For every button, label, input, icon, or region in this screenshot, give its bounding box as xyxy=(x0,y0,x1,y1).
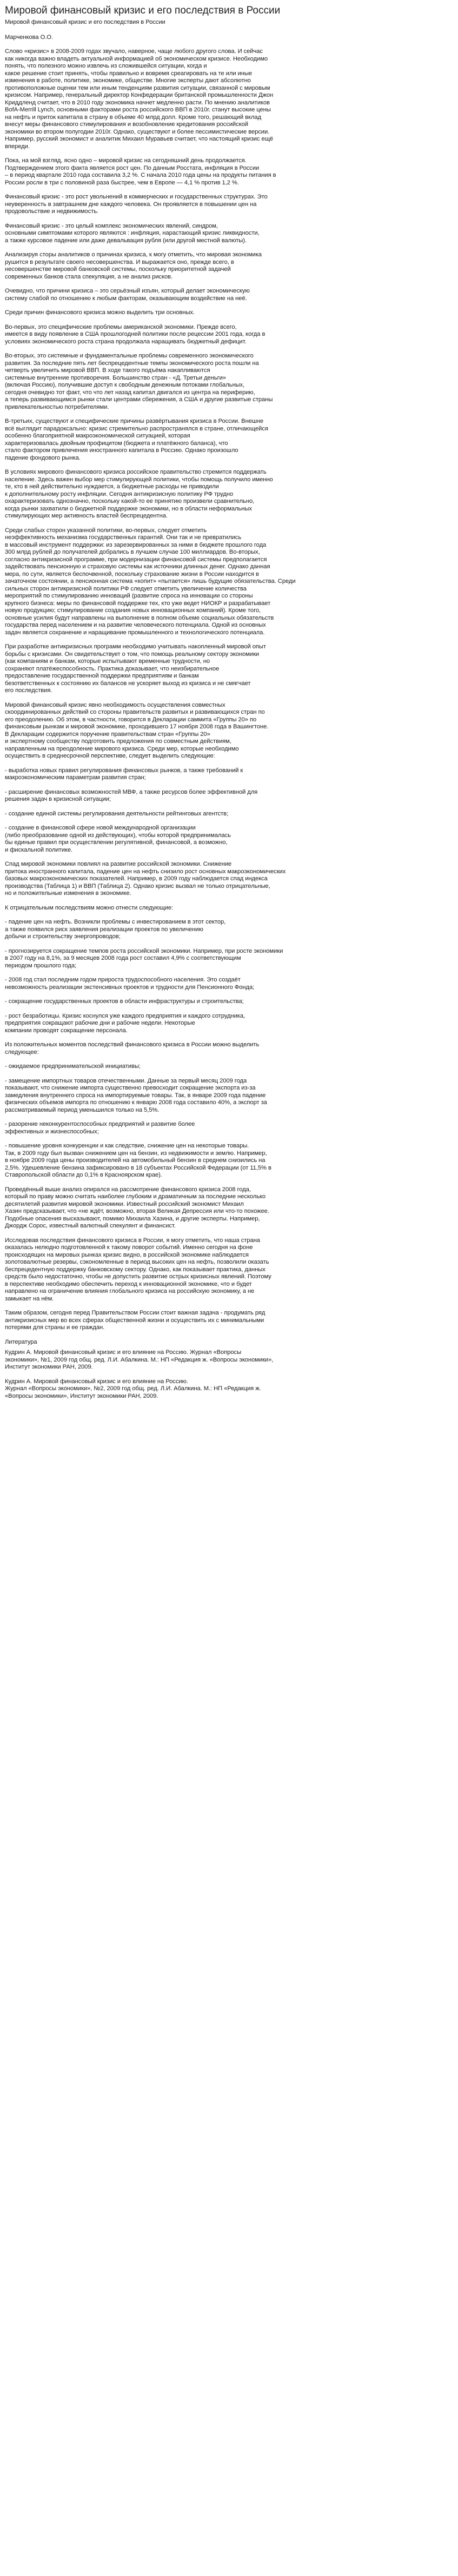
text-line: добычи и строительству энергопроводов; xyxy=(5,933,121,940)
paragraph xyxy=(5,288,452,302)
text-line: потерями для страны и ее граждан. xyxy=(5,1324,105,1331)
text-line: - выработка новых правил регулирования финансовых рынков, а также требований к xyxy=(5,767,243,774)
text-line: Спад мировой экономики повлиял на развитие российской экономики. Снижение xyxy=(5,861,232,867)
text-line: рассматриваемый период уменьшился только на 5,5%. xyxy=(5,1106,160,1113)
paragraph xyxy=(5,905,452,912)
text-line: направленным на преодоление мирового кризиса. Среди мер, которые необходимо xyxy=(5,745,239,752)
text-line: Во-вторых, это системные и фундаментальные проблемы современного экономического xyxy=(5,353,254,359)
text-line: сегодня очевидно тот факт, что что лет назад капитал двигался из центра на периферию, xyxy=(5,389,255,396)
text-line: Таким образом, сегодня перед Правительством России стоит важная задача - продумать ряд xyxy=(5,1310,265,1316)
text-line: условиях экономического роста страна продолжала наращивать бюджетный дефицит. xyxy=(5,338,247,345)
paragraph xyxy=(5,1121,452,1136)
text-line: Кудрин А. Мировой финансовый кризис и его влияние на Россию. Журнал «Вопросы xyxy=(5,1349,242,1356)
text-line: мера, по сути, является беспочвенной, поскольку страхование жизни в России находится в xyxy=(5,570,259,577)
paragraph xyxy=(5,861,452,898)
text-line: характеризовалась двойным профицитом (бюджета и платёжного баланса), что xyxy=(5,440,228,447)
paragraph xyxy=(5,1237,452,1303)
paragraph xyxy=(5,309,452,317)
text-line: внесут меры финансового стимулирования и возобновление кредитования российской xyxy=(5,121,248,128)
text-line: безответственных к состоянию их балансов не ускоряет выход из кризиса и не смягчает xyxy=(5,680,251,687)
text-line: компании проводят сокращение персонала. xyxy=(5,1027,128,1034)
text-line: какое решение стоит принять, чтобы правильно и вовремя среагировать на те или иные xyxy=(5,70,253,77)
text-line: Джордж Сорос, известный валютный спекулянт и финансист. xyxy=(5,1223,176,1229)
text-line: Мировой финансовый кризис явно необходимость осуществления совместных xyxy=(5,701,225,708)
paragraph xyxy=(5,353,452,411)
text-line: четверть увеличить мировой ВВП. В ходе такого подъёма накапливаются xyxy=(5,367,210,374)
text-line: когда рынки захватили о бюджетной поддержке экономики, но в области неформальных xyxy=(5,505,252,512)
text-line: - 2008 год стал последним годом прироста трудоспособного населения. Это создаёт xyxy=(5,977,241,983)
text-line: При разработке антикризисных программ необходимо учитывать накопленный мировой опыт xyxy=(5,643,266,650)
text-line: в перспективе необходимо обеспечить переход к инновационной экономике, что и будет xyxy=(5,1280,252,1287)
text-line: золотовалютные резервы, сэкономленные в период высоких цен на нефть, позволили оказать xyxy=(5,1259,269,1265)
text-line: систему слабой по отношению к любым факторам, оказывающим воздействие на неё. xyxy=(5,295,247,302)
text-line: Среди слабых сторон указанной политики, во-первых, следует отметить xyxy=(5,527,207,534)
text-line: макроэкономическим параметрам развития стран; xyxy=(5,774,146,781)
page-title: Мировой финансовый кризис и его последствия в России xyxy=(5,5,281,16)
text-line: Во-первых, это специфические проблемы американской экономики. Прежде всего, xyxy=(5,323,237,330)
text-line: Анализируя сторы аналитиков о причинах кризиса, к могу отметить, что мировая экономика xyxy=(5,251,262,258)
paragraph xyxy=(5,767,452,782)
text-line: притока иностранного капитала, падение цен на нефть снизило рост основных макроэкономических xyxy=(5,868,286,875)
text-line: (как компаниям и банкам, которые испытывают временные трудности, но xyxy=(5,658,210,665)
text-line: В-третьих, существуют и специфические причины развёртывания кризиса в России. Внешне xyxy=(5,418,264,424)
text-line: - прогнозируется сокращение темпов роста российской экономики. Например, при росте экономики xyxy=(5,947,283,954)
text-line: изменения в работе, политике, экономике, обществе. Многие эксперты дают абсолютно xyxy=(5,77,251,84)
text-line: Подобные опасения высказывают, помимо Михаила Хазина, и другие эксперты. Например, xyxy=(5,1215,260,1222)
text-line: а теперь развивающимся рынки стали центрами сбережения, а США и другие развитые страны xyxy=(5,396,273,403)
paragraph xyxy=(5,1310,452,1332)
paragraph xyxy=(5,1078,452,1114)
text-line: бы единые правил при осуществлении регулятивной, финансовой, а возможно, xyxy=(5,839,228,846)
text-line: - рост безработицы. Кризис коснулся уже каждого предприятия и каждого сотрудника, xyxy=(5,1012,245,1019)
text-line: замедления внутреннего спроса на импортируемые товары. Так, в январе 2009 года падение xyxy=(5,1092,266,1099)
text-line: экономики во втором полугодии 2010г. Однако, существуют и более пессимистические версии. xyxy=(5,128,270,135)
text-line: развития. За последние пять лет беспрецедентные темпы экономического роста пошли на xyxy=(5,360,259,367)
text-line: в массовый инструмент поддержки: из зарезервированных за ними в бюджете прошлого года xyxy=(5,541,267,548)
text-line: В условиях мирового финансового кризиса российское правительство стремится поддержать xyxy=(5,469,267,475)
text-line: падение фондового рынка. xyxy=(5,454,81,461)
paragraph xyxy=(5,998,452,1006)
text-line: (включая Россию), получившие доступ к свободным денежным потоками глобальных, xyxy=(5,382,245,388)
text-line: Журнал «Вопросы экономики», №2, 2009 год общ. ред. Л.И. Абалкина. М.: НП «Редакция ж. xyxy=(5,1385,261,1392)
text-line: следующее: xyxy=(5,1048,39,1055)
text-line: оказалась нелюдно подготовленной к такому поворот событий. Именно сегодня на фоне xyxy=(5,1244,253,1251)
text-line: зачаточном состоянии, а пенсионная система «копит» «пытается» лишь будущие обязательства. Среди xyxy=(5,578,296,585)
text-line: Подтверждением этого факта является рост цен. По данным Росстата, инфляция в России xyxy=(5,164,260,171)
paragraph xyxy=(5,948,452,970)
text-line: предоставление государственной поддержки предприятиям и банкам xyxy=(5,673,199,679)
text-line: неэффективность механизма государственных гарантий. Они так и не превратились xyxy=(5,534,242,541)
text-line: впереди. xyxy=(5,143,30,150)
text-line: базовых макроэкономических показателей. Например, в 2009 году наблюдается спад индекса xyxy=(5,875,268,882)
text-line: Финансовый кризис - это целый комплекс экономических явлений, синдром, xyxy=(5,222,218,229)
paragraph xyxy=(5,919,452,941)
text-line: системные внутренние противоречия. Большинство стран - «Д. Третьи деньги» xyxy=(5,374,226,381)
paragraph xyxy=(5,251,452,281)
paragraph xyxy=(5,324,452,346)
text-line: и экспертному сообществу подготовить предложения по совместным действиям, xyxy=(5,738,231,745)
text-line: происходящих на мировых рынках кризис видно, в российской экономике наблюдается xyxy=(5,1251,249,1258)
text-line: Слово «кризис» в 2008-2009 годах звучало, наверное, чаще любого другого слова. И сейчас xyxy=(5,48,263,55)
text-line: Среди причин финансового кризиса можно выделить три основных. xyxy=(5,309,195,316)
text-line: Исследовав последствия финансового кризиса в России, я могу отметить, что наша страна xyxy=(5,1237,260,1244)
text-line: BofA-Merrill Lynch, основными факторами роста российского ВВП в 2010г. станут высокие цены xyxy=(5,107,271,113)
text-line: а также появился риск заявления реализации проектов по увеличению xyxy=(5,926,203,933)
text-line: в 2007 году на 8,1%, за 9 месяцев 2008 года рост составил 4,9% с соответствующим xyxy=(5,955,241,961)
text-line: Так, в 2009 году был вызван снижением цен на бензин, из недвижимости и землю. Например, xyxy=(5,1150,267,1157)
text-line: средств было недостаточно, чтобы не допустить развитие острых кризисных явлений. Поэтому xyxy=(5,1273,271,1280)
text-line: Пока, на мой взгляд, ясно одно – мировой кризис на сегодняшний день продолжается. xyxy=(5,157,247,164)
paragraph xyxy=(5,789,452,804)
text-line: стимулирующих мер активность властей беспрецедентна. xyxy=(5,513,168,519)
text-line: скоординированных действий со стороны правительств развитых и развивающихся стран по xyxy=(5,709,265,715)
text-line: несовершенстве мировой банковской системы, поскольку приоритетной задачей xyxy=(5,266,231,273)
article-body xyxy=(5,48,452,1332)
text-line: антикризисных мер во всех сферах общественной жизни и осуществить их с минимальными xyxy=(5,1317,264,1324)
text-line: - создание единой системы регулирования деятельности рейтинговых агентств; xyxy=(5,810,229,817)
reference-item xyxy=(5,1349,452,1371)
paragraph xyxy=(5,1013,452,1035)
reference-item xyxy=(5,1378,452,1400)
text-line: беспрецедентную поддержку банковскому сектору. Однако, как показывает практика, данных xyxy=(5,1266,265,1273)
paragraph xyxy=(5,1186,452,1230)
paragraph xyxy=(5,157,452,187)
text-line: рушится в результате своего несовершенства. И выражается оно, прежде всего, в xyxy=(5,258,234,265)
text-line: - повышение уровня конкуренции и как следствие, снижение цен на некоторые товары. xyxy=(5,1143,249,1149)
text-line: экономики», №1, 2009 год общ. ред. Л.И. Абалкина. М.: НП «Редакция ж. «Вопросы экономики», xyxy=(5,1356,274,1363)
text-line: - замещение импортных товаров отечественными. Данные за первый месяц 2009 года xyxy=(5,1077,247,1084)
text-line: имеется в виду появление в США прошлогодней политики после рецессии 2001 года, когда в xyxy=(5,331,265,337)
text-line: кризисом. Например, генеральный директор Конфедерации британской промышленности Джон xyxy=(5,92,274,98)
text-line: К отрицательным последствиям можно отнести следующие: xyxy=(5,904,174,911)
text-line: физических объемов импорта по отношению к январю 2008 года составило 40%, а экспорт за xyxy=(5,1099,267,1106)
text-line: предприятия сокращают рабочие дни и рабочие недели. Некоторые xyxy=(5,1020,195,1026)
text-line: к дополнительному росту инфляции. Сегодня антикризисную политику РФ трудно xyxy=(5,490,234,497)
text-line: сохраняют платёжеспособность. Практика доказывает, что неизбирательное xyxy=(5,665,220,672)
text-line: производства (Таблица 1) и ВВП (Таблица 2). Однако кризис вызвал не только отрицательные, xyxy=(5,882,270,889)
text-line: замыкает на нём. xyxy=(5,1295,54,1302)
text-line: те, кто в ней действительно нуждается, а бюджетные расходы не приводили xyxy=(5,483,219,490)
text-line: решения задач в кризисной ситуации; xyxy=(5,796,111,802)
references-heading: Литература xyxy=(5,1338,37,1345)
text-line: который по праву можно считать наиболее глубоким и драматичным за последние несколько xyxy=(5,1193,266,1200)
text-line: Хазин предсказывает, что «не ждёт, возможно, вторая Великая Депрессия или что-то похожее. xyxy=(5,1208,269,1214)
text-line: задач является сохранение и наращивание промышленного и технологического потенциала. xyxy=(5,629,265,636)
text-line: продовольствие и недвижимость. xyxy=(5,208,99,215)
text-line: - ожидаемое предпринимательской инициативы; xyxy=(5,1063,141,1070)
text-line: осуществить в среднесрочной перспективе, следует выделить следующие: xyxy=(5,753,215,759)
text-line: его преодолению. Об этом, в частности, говорится в Декларации саммита «Группы 20» по xyxy=(5,716,257,723)
text-line: а также курсовое падение или даже девальвация рубля (или другой местной валюты). xyxy=(5,237,247,244)
text-line: всё выглядит парадоксально: кризис стремительно распространялся в стране, отличающейся xyxy=(5,425,268,432)
text-line: - создание в финансовой сфере новой международной организации xyxy=(5,825,196,831)
text-line: крупного бизнеса: меры по финансовой поддержке тех, кто уже ведет НИОКР и разрабатывает xyxy=(5,600,271,607)
text-line: современных банков стала спекуляция, а не анализ рисков. xyxy=(5,273,173,280)
text-line: его последствия. xyxy=(5,687,52,694)
paragraph xyxy=(5,48,452,150)
paragraph xyxy=(5,1143,452,1179)
paragraph xyxy=(5,223,452,245)
paragraph xyxy=(5,194,452,216)
text-line: согласно антикризисной программе, при модернизации финансовой системы предполагается xyxy=(5,556,267,563)
text-line: - разорение неконкурентоспособных предприятий и развитие более xyxy=(5,1121,195,1127)
author-name: Марченкова О.О. xyxy=(5,34,53,41)
text-line: 2,5%. Удешевление бензина зафиксировано в 18 субъектах Российской Федерации (от 11,5% в xyxy=(5,1164,271,1171)
paragraph xyxy=(5,1063,452,1071)
text-line: Проведённый выше анализ опирался на рассмотрение финансового кризиса 2008 года, xyxy=(5,1186,251,1193)
text-line: основные усилия будут направлены на выполнение в полном объеме социальных обязательств xyxy=(5,614,274,621)
paragraph xyxy=(5,643,452,695)
text-line: России росли в три с половиной раза быстрее, чем в Европе — 4,1 % против 1,2 %. xyxy=(5,179,239,186)
paragraph xyxy=(5,527,452,637)
text-line: - расширение финансовых возможностей МВФ, а также ресурсов более эффективной для xyxy=(5,788,258,795)
text-line: эффективных и жизнеспособных; xyxy=(5,1128,99,1135)
text-line: – в период квартале 2010 года составила 3,2 %. С начала 2010 года цены на продукты питания в xyxy=(5,172,276,178)
text-line: население. Здесь важен выбор мер стимулирующей политики, чтобы помощь получило именно xyxy=(5,476,273,483)
text-line: сильных сторон антикризисной политики РФ следует отметить увеличение количества xyxy=(5,585,247,592)
text-line: задействовать пенсионную и страховую системы как источники длинных денег. Однако данная xyxy=(5,563,270,570)
paragraph xyxy=(5,811,452,818)
text-line: основными симптомами которого являются : инфляция, нарастающий кризис ликвидности, xyxy=(5,230,260,236)
paragraph xyxy=(5,1041,452,1056)
text-line: периодом прошлого года; xyxy=(5,962,77,969)
text-line: и фискальной политике. xyxy=(5,846,73,853)
text-line: неуверенность в завтрашнем дне каждого человека. Он проявляется в повышении цен на xyxy=(5,201,257,208)
text-line: государства перед населением и на развитие человеческого потенциала. Одной из основных xyxy=(5,622,266,628)
text-line: показывают, что снижение импорта существенно превосходит сокращение экспорта из-за xyxy=(5,1085,256,1091)
text-line: Ставропольской области до 0,1% в Красноярском крае). xyxy=(5,1172,162,1178)
text-line: Криддленд считает, что в 2010 году экономика начнет медленно расти. По мнению аналитиков xyxy=(5,99,270,106)
text-line: финансовым рынкам и мировой экономике, проходившего 17 ноября 2008 года в Вашингтоне. xyxy=(5,723,269,730)
paragraph xyxy=(5,825,452,854)
references-list xyxy=(5,1349,452,1400)
text-line: невозможность реализации экстенсивных проектов и трудности для Пенсионного Фонда; xyxy=(5,984,255,991)
text-line: «Вопросы экономики», Институт экономики РАН, 2009. xyxy=(5,1392,158,1399)
text-line: в ноябре 2009 года цены производителей на автомобильный бензин в среднем снизились на xyxy=(5,1157,265,1164)
text-line: борьбы с кризисами. Он свидетельствует о том, что помощь реальному сектору экономики xyxy=(5,650,260,658)
text-line: Из положительных моментов последствий финансового кризиса в России можно выделить xyxy=(5,1041,260,1048)
text-line: как никогда важно владеть актуальной информацией об экономическом кризисе. Необходимо xyxy=(5,55,268,62)
text-line: Финансовый кризис - это рост увольнений в коммерческих и государственных структурах. Это xyxy=(5,194,268,200)
text-line: (либо преобразование одной из действующих), чтобы которой предпринималась xyxy=(5,832,231,839)
paragraph xyxy=(5,702,452,760)
text-line: понять, что полезного можно извлечь из сложившейся ситуации, когда и xyxy=(5,63,207,69)
text-line: мероприятий по стимулированию инноваций (развитие спроса на инновации со стороны xyxy=(5,593,253,599)
text-line: стало фактором привлечения иностранного капитала в Россию. Однако произошло xyxy=(5,447,238,454)
document-subtitle: Мировой финансовый кризис и его последствия в России xyxy=(5,19,165,25)
text-line: но и положительные изменения в экономике. xyxy=(5,890,131,897)
text-line: Очевидно, что причини кризиса – это серьёзный изъян, который делает экономическую xyxy=(5,288,250,294)
text-line: Кудрин А. Мировой финансовый кризис и его влияние на Россию. xyxy=(5,1378,188,1385)
paragraph xyxy=(5,469,452,520)
text-line: особенно благоприятной макроэкономической ситуацией, которая xyxy=(5,433,190,439)
text-line: охарактеризовать однозначно, поскольку какой-то ее принятию произвели сравнительно, xyxy=(5,498,255,504)
text-line: на нефть и приток капитала в страну в объеме 40 млрд долл. Кроме того, решающий вклад xyxy=(5,114,262,121)
text-line: десятилетий развития мировой экономики. Известный российский экономист Михаил xyxy=(5,1200,244,1207)
text-line: новую продукцию; стимулирование создания новых инновационных компаний). Кроме того, xyxy=(5,607,261,614)
paragraph xyxy=(5,418,452,462)
text-line: В Декларации содержится поручение правительствам стран «Группы 20» xyxy=(5,731,210,738)
text-line: Например, русский экономист и аналитик Михаил Муравьев считает, что настоящий кризис ещё xyxy=(5,136,274,142)
text-line: направлено на ограничение влияния глобального кризиса на российскую экономику, а не xyxy=(5,1288,255,1294)
text-line: - падение цен на нефть. Возникли проблемы с инвестированием в этот сектор, xyxy=(5,919,226,925)
text-line: противоположные оценки тем или иным тенденциям развития ситуации, связанной с мировым xyxy=(5,84,270,91)
text-line: привлекательностью потребителями. xyxy=(5,403,109,410)
paragraph xyxy=(5,977,452,991)
text-line: 300 млрд рублей до получателей добрались в лучшем случае 100 миллиардов. Во-вторых, xyxy=(5,549,260,555)
text-line: Институт экономики РАН, 2009. xyxy=(5,1364,93,1370)
text-line: - сокращение государственных проектов в области инфраструктуры и строительства; xyxy=(5,998,244,1005)
